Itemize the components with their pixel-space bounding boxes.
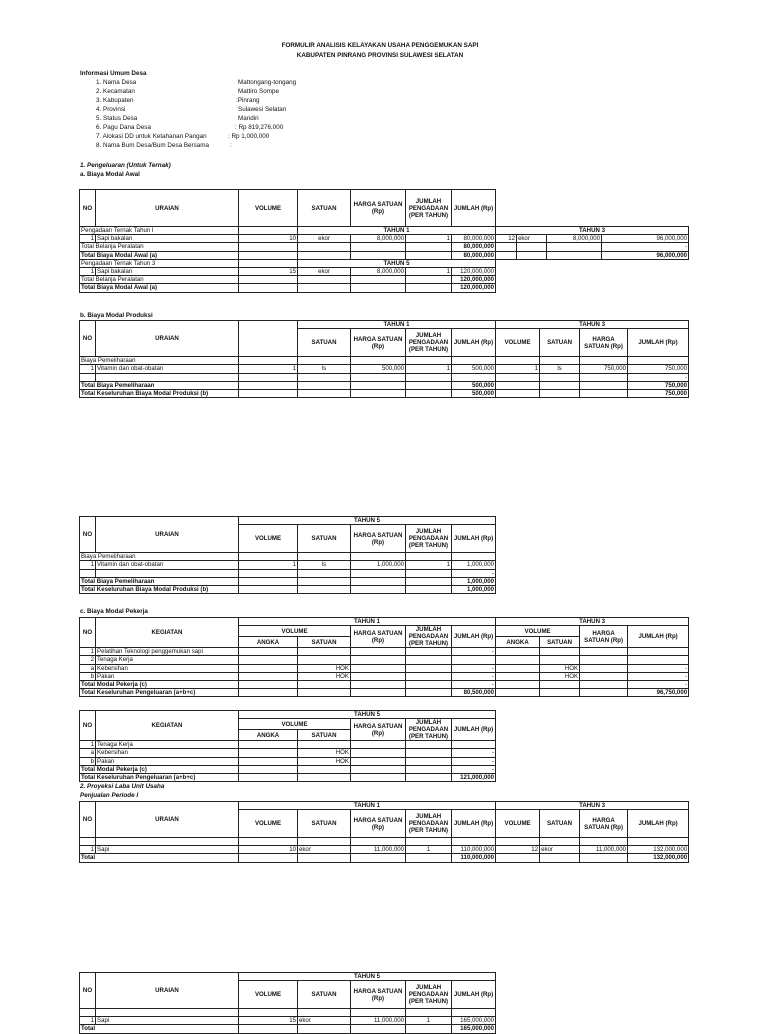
col-volume: VOLUME <box>239 981 298 1009</box>
row-satuan-3: HOK <box>540 672 580 680</box>
row-jumlah: 80,000,000 <box>452 235 496 243</box>
col-satuan: SATUAN <box>298 981 351 1009</box>
total-value: 110,000,000 <box>452 854 496 862</box>
row-no: 1 <box>80 1017 96 1025</box>
col-satuan: SATUAN <box>298 329 351 357</box>
col-satuan: SATUAN <box>298 637 351 648</box>
row-kegiatan: Pakan <box>96 672 239 680</box>
proyeksi-tahun5-table <box>79 972 496 1034</box>
total-value: 1,000,000 <box>452 586 496 594</box>
total-value-3: - <box>602 243 689 251</box>
col-satuan: SATUAN <box>298 810 351 838</box>
dash: - <box>452 664 496 672</box>
col-harga: HARGA SATUAN (Rp) <box>351 626 406 648</box>
info-label: 7. Alokasi DD untuk Ketahanan Pangan <box>96 133 207 140</box>
row-satuan: HOK <box>298 749 351 757</box>
modal-produksi-table <box>79 320 689 398</box>
row-jumlah: 500,000 <box>452 365 496 373</box>
row-jumlah-3: 96,000,000 <box>602 235 689 243</box>
col-satuan: SATUAN <box>540 329 580 357</box>
dash: - <box>628 672 689 680</box>
col-jumlah: JUMLAH (Rp) <box>452 525 496 553</box>
row-uraian: Sapi <box>96 846 239 854</box>
year-label: TAHUN 3 <box>496 227 689 235</box>
col-jumlah-pengadaan: JUMLAH PENGADAAN (PER TAHUN) <box>406 525 452 553</box>
info-value: Mattiro Sompe <box>238 88 279 95</box>
col-jumlah-pengadaan: JUMLAH PENGADAAN (PER TAHUN) <box>406 329 452 357</box>
row-jumlah-3: 132,000,000 <box>628 846 689 854</box>
row-jumlah: 110,000,000 <box>452 846 496 854</box>
col-satuan: SATUAN <box>298 190 351 227</box>
col-no: NO <box>80 321 96 357</box>
row-jumlah: 120,000,000 <box>452 268 496 276</box>
year-label: TAHUN 5 <box>239 517 496 525</box>
year-label: TAHUN 5 <box>298 259 496 267</box>
row-pengadaan: 1 <box>406 846 452 854</box>
year-label: TAHUN 1 <box>298 227 496 235</box>
row-harga: 11,000,000 <box>351 846 406 854</box>
col-no: NO <box>80 618 96 648</box>
row-harga: 1,000,000 <box>351 561 406 569</box>
total-value-3: 96,750,000 <box>628 689 689 697</box>
row-volume-3: 12 <box>496 846 540 854</box>
row-harga: 11,000,000 <box>351 1017 406 1025</box>
row-volume-3: 1 <box>496 365 540 373</box>
col-jumlah: JUMLAH (Rp) <box>628 329 689 357</box>
row-satuan: HOK <box>298 757 351 765</box>
total-label: Total Biaya Pemeliharaan <box>80 381 239 389</box>
col-jumlah-pengadaan: JUMLAH PENGADAAN (PER TAHUN) <box>406 719 452 741</box>
row-jumlah: 1,000,000 <box>452 561 496 569</box>
col-jumlah: JUMLAH (Rp) <box>628 810 689 838</box>
col-angka: ANGKA <box>496 637 540 648</box>
modal-pekerja-tahun5-table <box>79 710 496 782</box>
group-title: Pengadaan Ternak Tahun I <box>80 227 239 235</box>
row-harga-3: 8,000,000 <box>547 235 602 243</box>
col-satuan: SATUAN <box>298 525 351 553</box>
proyeksi-table <box>79 801 689 863</box>
col-harga: HARGA SATUAN (Rp) <box>351 719 406 741</box>
group-title: Biaya Pemeliharaan <box>80 553 239 561</box>
row-satuan: ekor <box>298 1017 351 1025</box>
row-no: 1 <box>80 268 96 276</box>
col-volume: VOLUME <box>496 329 540 357</box>
row-kegiatan: Pakan <box>96 757 239 765</box>
info-value: : Rp 1,000,000 <box>228 133 270 140</box>
col-jumlah-pengadaan: JUMLAH PENGADAAN (PER TAHUN) <box>406 810 452 838</box>
total-value: 121,000,000 <box>452 774 496 782</box>
total-label: Total Biaya Modal Awal (a) <box>80 284 239 292</box>
row-no: 1 <box>80 648 96 656</box>
col-jumlah: JUMLAH (Rp) <box>452 719 496 741</box>
total-label: Total <box>80 1025 239 1033</box>
section-1-heading: 1. Pengeluaran (Untuk Ternak) <box>80 162 171 169</box>
row-uraian: Sapi bakalan <box>96 235 239 243</box>
total-label: Total Modal Pekerja (c) <box>80 681 239 689</box>
total-value: 120,000,000 <box>452 276 496 284</box>
col-satuan: SATUAN <box>540 637 580 648</box>
col-volume: VOLUME <box>239 810 298 838</box>
col-kegiatan: KEGIATAN <box>96 618 239 648</box>
total-value: 80,000,000 <box>452 251 496 259</box>
col-jumlah: JUMLAH (Rp) <box>452 190 496 227</box>
total-label: Total Keseluruhan Pengeluaran (a+b+c) <box>80 774 239 782</box>
dash: - <box>452 681 496 689</box>
row-satuan: HOK <box>298 664 351 672</box>
year-label: TAHUN 1 <box>239 802 496 810</box>
total-label: Total Biaya Pemeliharaan <box>80 577 239 585</box>
dash: - <box>452 757 496 765</box>
dash: - <box>452 648 496 656</box>
dash: - <box>452 765 496 773</box>
row-uraian: Vitamin dan obat-obatan <box>96 561 239 569</box>
info-value: Sulawesi Selatan <box>238 106 287 113</box>
col-jumlah: JUMLAH (Rp) <box>628 626 689 648</box>
year-label: TAHUN 3 <box>496 618 689 626</box>
col-satuan: SATUAN <box>540 810 580 838</box>
row-uraian: Sapi <box>96 1017 239 1025</box>
row-satuan: HOK <box>298 672 351 680</box>
total-label: Total Keseluruhan Pengeluaran (a+b+c) <box>80 689 239 697</box>
col-volume: VOLUME <box>496 626 580 637</box>
row-no: 1 <box>80 561 96 569</box>
row-volume: 10 <box>239 235 298 243</box>
info-label: 5. Status Desa <box>96 115 138 122</box>
year-label: TAHUN 5 <box>239 973 496 981</box>
row-satuan-3: ls <box>540 365 580 373</box>
total-value: 80,500,000 <box>452 689 496 697</box>
row-no: 1 <box>80 365 96 373</box>
col-uraian: URAIAN <box>96 190 239 227</box>
col-jumlah: JUMLAH (Rp) <box>452 626 496 648</box>
dash: - <box>452 672 496 680</box>
total-label: Total Keseluruhan Biaya Modal Produksi (b) <box>80 586 239 594</box>
row-kegiatan: Tenaga Kerja <box>96 656 239 664</box>
year-label: TAHUN 1 <box>239 618 496 626</box>
info-label: 3. Kabupaten <box>96 97 134 104</box>
col-harga: HARGA SATUAN (Rp) <box>580 329 628 357</box>
col-no: NO <box>80 190 96 227</box>
row-jumlah-3: 750,000 <box>628 365 689 373</box>
section-1c-heading: c. Biaya Modal Pekerja <box>80 608 148 615</box>
title-line-2: KABUPATEN PINRANG PROVINSI SULAWESI SELATAN <box>296 52 464 59</box>
info-label: 1. Nama Desa <box>96 79 137 86</box>
row-no: b <box>80 672 96 680</box>
col-harga: HARGA SATUAN (Rp) <box>351 525 406 553</box>
col-no: NO <box>80 517 96 553</box>
group-title: Pengadaan Ternak Tahun 3 <box>80 259 239 267</box>
row-satuan: ekor <box>298 268 351 276</box>
col-harga: HARGA SATUAN (Rp) <box>351 810 406 838</box>
total-label: Total Belanja Peralatan <box>80 243 239 251</box>
year-label: TAHUN 1 <box>298 321 496 329</box>
total-value: 165,000,000 <box>452 1025 496 1033</box>
row-volume-3: 12 <box>496 235 517 243</box>
row-no: a <box>80 664 96 672</box>
total-value-3: 750,000 <box>628 390 689 398</box>
dash: - <box>628 664 689 672</box>
row-volume: 15 <box>239 1017 298 1025</box>
total-label: Total Modal Pekerja (c) <box>80 765 239 773</box>
col-angka: ANGKA <box>239 730 298 741</box>
col-jumlah-pengadaan: JUMLAH PENGADAAN (PER TAHUN) <box>406 190 452 227</box>
row-harga: 500,000 <box>351 365 406 373</box>
year-label: TAHUN 3 <box>496 321 689 329</box>
row-harga-3: 11,000,000 <box>580 846 628 854</box>
row-no: 1 <box>80 235 96 243</box>
row-no: 1 <box>80 741 96 749</box>
total-value-3: 96,000,000 <box>602 251 689 259</box>
title-line-1: FORMULIR ANALISIS KELAYAKAN USAHA PENGGEMUKAN SAPI <box>281 42 479 49</box>
col-harga: HARGA SATUAN (Rp) <box>351 190 406 227</box>
col-jumlah: JUMLAH (Rp) <box>452 981 496 1009</box>
row-pengadaan: 1 <box>406 561 452 569</box>
row-kegiatan: Tenaga Kerja <box>96 741 239 749</box>
info-label: 2. Kecamatan <box>96 88 135 95</box>
section-1a-heading: a. Biaya Modal Awal <box>80 171 140 178</box>
row-harga: 8,000,000 <box>351 235 406 243</box>
col-volume: VOLUME <box>496 810 540 838</box>
col-harga: HARGA SATUAN (Rp) <box>351 981 406 1009</box>
group-title: Biaya Pemeliharaan <box>80 357 239 365</box>
dash: - <box>628 373 689 381</box>
row-pengadaan: 1 <box>406 235 452 243</box>
row-kegiatan: Kebersihan <box>96 664 239 672</box>
row-harga: 8,000,000 <box>351 268 406 276</box>
total-value: 500,000 <box>452 390 496 398</box>
row-volume: 1 <box>239 365 298 373</box>
year-label: TAHUN 5 <box>239 711 496 719</box>
modal-produksi-tahun5-table <box>79 516 496 594</box>
section-2-subheading: Penjualan Periode I <box>80 792 139 799</box>
col-jumlah-pengadaan: JUMLAH PENGADAAN (PER TAHUN) <box>406 981 452 1009</box>
col-jumlah: JUMLAH (Rp) <box>452 810 496 838</box>
info-value: :Pinrang <box>236 97 260 104</box>
row-satuan: ekor <box>298 235 351 243</box>
row-no: 1 <box>80 846 96 854</box>
total-label: Total <box>80 854 239 862</box>
total-label: Total Keseluruhan Biaya Modal Produksi (b) <box>80 390 239 398</box>
row-satuan-3: HOK <box>540 664 580 672</box>
total-value-3: 750,000 <box>628 381 689 389</box>
col-jumlah-pengadaan: JUMLAH PENGADAAN (PER TAHUN) <box>406 626 452 648</box>
col-harga: HARGA SATUAN (Rp) <box>580 626 628 648</box>
row-kegiatan: Pelatihan Teknologi penggemukan sapi <box>96 648 239 656</box>
col-harga: HARGA SATUAN (Rp) <box>580 810 628 838</box>
dash: - <box>628 681 689 689</box>
col-volume: VOLUME <box>239 626 351 637</box>
row-pengadaan: 1 <box>406 268 452 276</box>
total-value: 500,000 <box>452 381 496 389</box>
row-volume: 10 <box>239 846 298 854</box>
info-value: : <box>230 142 232 149</box>
info-label: 4. Provinsi <box>96 106 126 113</box>
col-no: NO <box>80 802 96 838</box>
total-value-3: 132,000,000 <box>628 854 689 862</box>
section-1b-heading: b. Biaya Modal Produksi <box>80 312 153 319</box>
modal-pekerja-table <box>79 617 689 697</box>
col-volume: VOLUME <box>239 190 298 227</box>
row-satuan-3: ekor <box>540 846 580 854</box>
row-satuan: ls <box>298 561 351 569</box>
info-heading: Informasi Umum Desa <box>80 70 147 77</box>
row-volume: 1 <box>239 561 298 569</box>
col-uraian: URAIAN <box>96 321 239 357</box>
row-pengadaan: 1 <box>406 365 452 373</box>
row-no: a <box>80 749 96 757</box>
col-angka: ANGKA <box>239 637 298 648</box>
info-value: Mandiri <box>238 115 259 122</box>
col-uraian: URAIAN <box>96 973 239 1009</box>
info-label: 6. Pagu Dana Desa <box>96 124 151 131</box>
row-uraian: Sapi bakalan <box>96 268 239 276</box>
col-uraian: URAIAN <box>96 802 239 838</box>
modal-awal-table <box>79 189 689 293</box>
total-label: Total Biaya Modal Awal (a) <box>80 251 239 259</box>
dash: - <box>452 569 496 577</box>
col-volume: VOLUME <box>239 525 298 553</box>
year-label: TAHUN 3 <box>496 802 689 810</box>
total-value: 1,000,000 <box>452 577 496 585</box>
row-kegiatan: Kebersihan <box>96 749 239 757</box>
col-no: NO <box>80 711 96 741</box>
col-satuan: SATUAN <box>298 730 351 741</box>
info-label: 8. Nama Bum Desa/Bum Desa Bersama <box>96 142 210 149</box>
total-value: 120,000,000 <box>452 284 496 292</box>
col-harga: HARGA SATUAN (Rp) <box>351 329 406 357</box>
col-volume: VOLUME <box>239 719 351 730</box>
row-no: 2 <box>80 656 96 664</box>
col-uraian: URAIAN <box>96 517 239 553</box>
row-satuan: ls <box>298 365 351 373</box>
row-satuan-3: ekor <box>517 235 547 243</box>
total-label: Total Belanja Peralatan <box>80 276 239 284</box>
dash: - <box>452 749 496 757</box>
row-no: b <box>80 757 96 765</box>
section-2-heading: 2. Proyeksi Laba Unit Usaha <box>80 783 165 790</box>
total-value: 80,000,000 <box>452 243 496 251</box>
row-jumlah: 165,000,000 <box>452 1017 496 1025</box>
row-satuan: ekor <box>298 846 351 854</box>
row-volume: 15 <box>239 268 298 276</box>
col-jumlah: JUMLAH (Rp) <box>452 329 496 357</box>
info-value: Mattongang-tongang <box>238 79 297 86</box>
row-harga-3: 750,000 <box>580 365 628 373</box>
row-uraian: Vitamin dan obat-obatan <box>96 365 239 373</box>
col-kegiatan: KEGIATAN <box>96 711 239 741</box>
row-pengadaan: 1 <box>406 1017 452 1025</box>
info-value: : Rp 819,276,000 <box>235 124 284 131</box>
col-no: NO <box>80 973 96 1009</box>
